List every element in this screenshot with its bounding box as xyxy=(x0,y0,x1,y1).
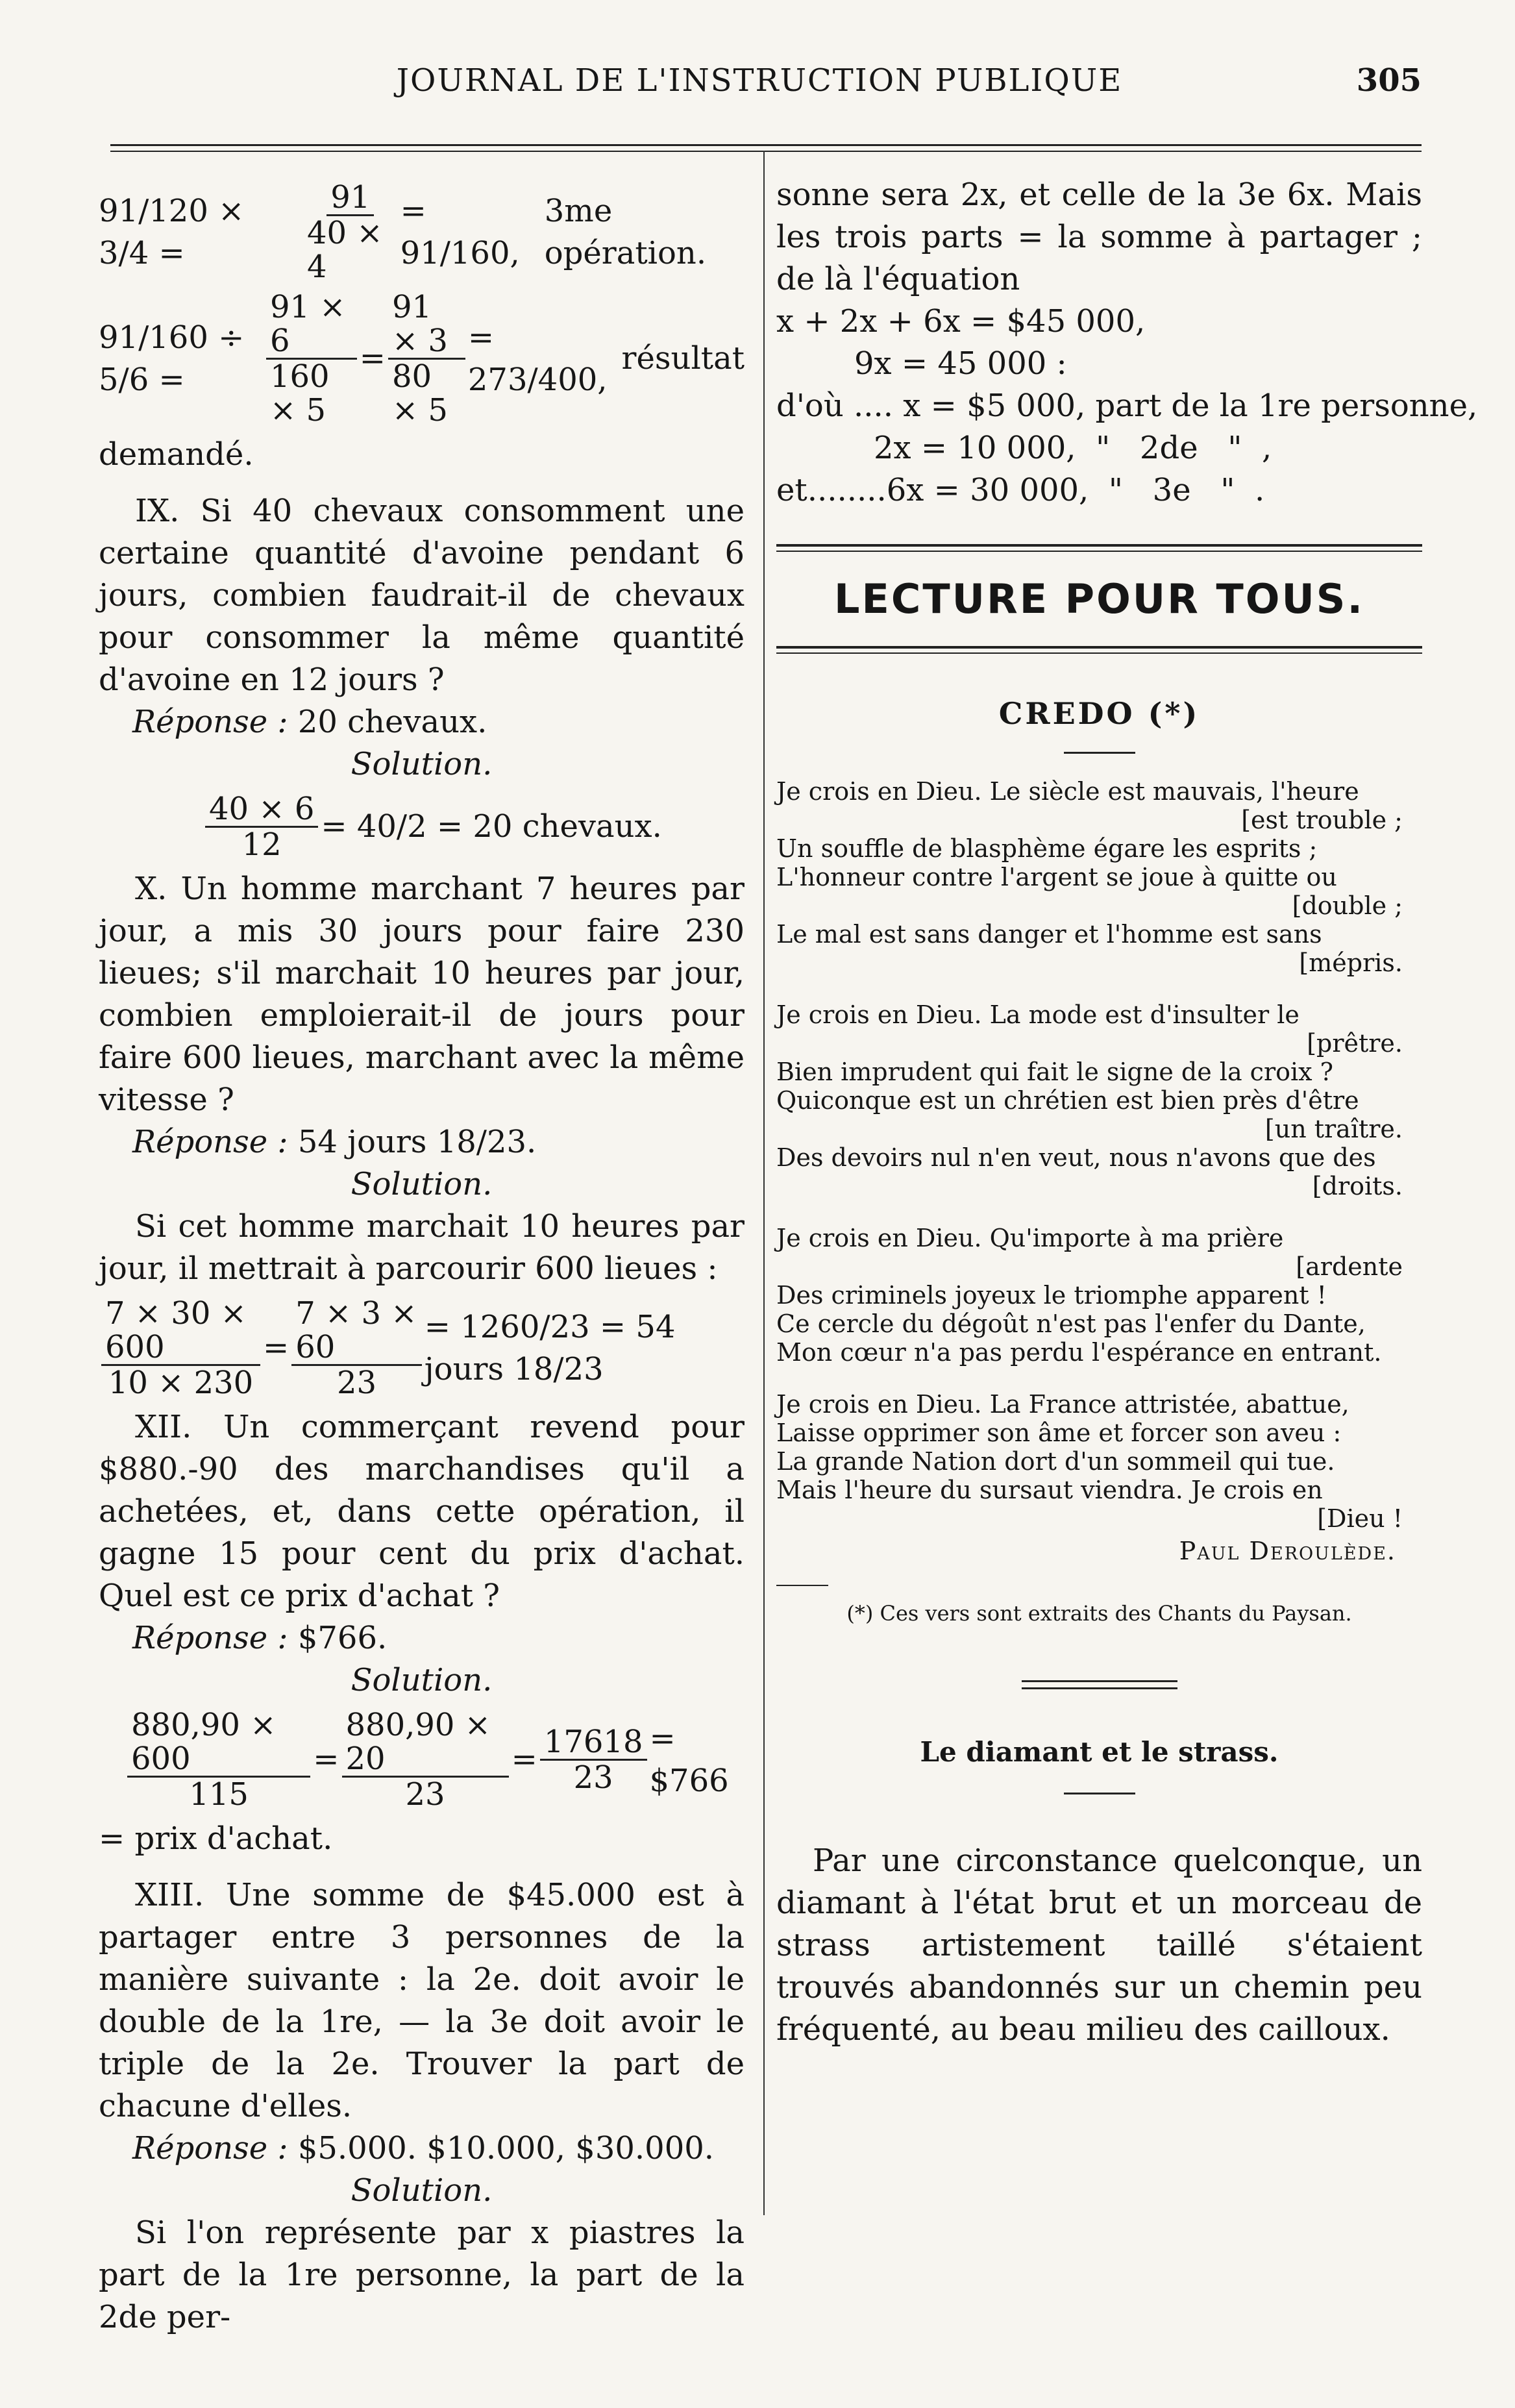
poem-line: Ce cercle du dégoût n'est pas l'enfer du Dante, xyxy=(776,1310,1366,1338)
solution-text-x: Si cet homme marchait 10 heures par jour, il mettrait à parcourir 600 lieues : xyxy=(99,1208,745,1287)
solution-heading-x: Solution. xyxy=(351,1166,493,1202)
problem-xii: XII. Un commerçant revend pour $880.-90 des marchandises qu'il a achetées, et, dans cette opération, il gagne 15 pour cent du prix d'achat. Quel est ce prix d'achat ? xyxy=(99,1409,745,1614)
denominator: 23 xyxy=(573,1759,613,1796)
answer-value: $766. xyxy=(297,1620,388,1656)
page-number: 305 xyxy=(1356,62,1422,99)
poem-line: Quiconque est un chrétien est bien près d'être xyxy=(776,1086,1359,1115)
story-separator-thin xyxy=(1022,1687,1177,1689)
numerator: 91 × 3 xyxy=(388,290,465,360)
poem-line: [Dieu ! xyxy=(1317,1504,1403,1533)
right-column xyxy=(776,174,1478,2051)
column-divider xyxy=(763,151,765,2215)
fraction xyxy=(388,290,465,427)
fraction xyxy=(266,290,357,427)
header-rule-thin xyxy=(110,151,1422,152)
title-rule xyxy=(1064,752,1135,754)
poem-line: La grande Nation dort d'un sommeil qui tue. xyxy=(776,1447,1335,1476)
answer-label: Réponse : xyxy=(132,1124,288,1160)
formula-x xyxy=(99,1297,745,1400)
poem-line: Mon cœur n'a pas perdu l'espérance en entrant. xyxy=(776,1338,1382,1367)
numerator: 91 xyxy=(326,180,374,216)
answer-value: $5.000. $10.000, $30.000. xyxy=(297,2130,715,2166)
poem-line: Laisse opprimer son âme et forcer son aveu : xyxy=(776,1419,1342,1447)
fraction xyxy=(205,792,318,862)
denominator: 40 × 4 xyxy=(306,215,383,285)
equation-line: et........6x = 30 000, " 3e " . xyxy=(776,472,1265,508)
answer-x xyxy=(99,1121,745,1163)
answer-label: Réponse : xyxy=(132,2130,288,2166)
solution-heading-xiii: Solution. xyxy=(351,2172,493,2209)
header-rule xyxy=(110,144,1422,146)
problem-xiii: XIII. Une somme de $45.000 est à partager entre 3 personnes de la manière suivante : la 2e. doit avoir le double de la 1re, — la 3e doit avoir le triple de la 2e. Trouver la part de chacune d'elles. xyxy=(99,1877,745,2124)
formula-xii xyxy=(99,1708,745,1811)
equation-line: 9x = 45 000 : xyxy=(854,345,1067,382)
fraction xyxy=(127,1708,310,1811)
answer-xii xyxy=(99,1617,745,1659)
equation-line: x + 2x + 6x = $45 000, xyxy=(776,303,1146,340)
poem-line: Le mal est sans danger et l'homme est sans xyxy=(776,920,1322,949)
denominator: 80 × 5 xyxy=(391,358,448,428)
formula-text: = 273/400, xyxy=(467,319,608,398)
denominator: 23 xyxy=(405,1776,445,1813)
answer-value: 20 chevaux. xyxy=(297,704,487,740)
denominator: 115 xyxy=(189,1776,249,1813)
numerator: 40 × 6 xyxy=(205,792,318,828)
fraction xyxy=(101,1297,260,1400)
formula-text: = $766 xyxy=(649,1720,729,1799)
poem-line: [ardente xyxy=(1296,1252,1403,1281)
footnote-rule xyxy=(776,1585,828,1586)
equals-sign: = xyxy=(359,340,386,377)
numerator: 880,90 × 20 xyxy=(342,1708,509,1778)
poem-line: Bien imprudent qui fait le signe de la croix ? xyxy=(776,1058,1334,1086)
poem-line: Je crois en Dieu. Le siècle est mauvais, l'heure xyxy=(776,777,1359,806)
poem-line: Je crois en Dieu. La France attristée, abattue, xyxy=(776,1390,1349,1419)
title-rule xyxy=(1064,1793,1135,1794)
solution-text-xiii: Si l'on représente par x piastres la part de la 1re personne, la part de la 2de per- xyxy=(99,2215,745,2335)
numerator: 91 × 6 xyxy=(266,290,357,360)
formula-text: = 1260/23 = 54 jours 18/23 xyxy=(424,1308,676,1387)
poem-line: Je crois en Dieu. La mode est d'insulter le xyxy=(776,1000,1299,1029)
story-paragraph: Par une circonstance quelconque, un diamant à l'état brut et un morceau de strass artistement taillé s'étaient trouvés abandonnés sur un chemin peu fréquenté, au beau milieu des cailloux. xyxy=(776,1843,1422,2048)
equals-sign: = xyxy=(511,1741,537,1778)
formula-text: = 91/160, xyxy=(400,192,520,271)
formula-note: 3me opération. xyxy=(544,192,707,271)
poem-line: [droits. xyxy=(1312,1172,1403,1200)
equation-line: d'où .... x = $5 000, part de la 1re personne, xyxy=(776,388,1478,424)
poem xyxy=(776,777,1422,1565)
poem-line: Des criminels joyeux le triomphe apparent ! xyxy=(776,1281,1327,1310)
formula-text: 91/160 ÷ 5/6 = xyxy=(99,319,245,398)
stanza xyxy=(776,1390,1422,1533)
page-header xyxy=(97,62,1422,108)
section-rule-thin xyxy=(776,652,1422,654)
poem-line: L'honneur contre l'argent se joue à quitte ou xyxy=(776,863,1337,891)
formula-text: = 40/2 = 20 chevaux. xyxy=(321,808,662,845)
section-title: LECTURE POUR TOUS. xyxy=(833,575,1365,623)
denominator: 12 xyxy=(241,826,282,863)
equals-sign: = xyxy=(313,1741,339,1778)
stanza xyxy=(776,777,1422,977)
footnote: (*) Ces vers sont extraits des Chants du Paysan. xyxy=(846,1601,1352,1626)
section-rule-thin xyxy=(776,551,1422,552)
result-continuation: demandé. xyxy=(99,436,254,473)
poem-line: Je crois en Dieu. Qu'importe à ma prière xyxy=(776,1224,1284,1252)
denominator: 23 xyxy=(336,1365,377,1401)
formula-text: 91/120 × 3/4 = xyxy=(99,192,245,271)
numerator: 17618 xyxy=(540,1725,647,1761)
poem-line: [mépris. xyxy=(1299,949,1403,977)
journal-title: JOURNAL DE L'INSTRUCTION PUBLIQUE xyxy=(396,62,1123,99)
poem-line: [un traître. xyxy=(1264,1115,1403,1143)
solution-heading-ix: Solution. xyxy=(351,746,493,782)
answer-value: 54 jours 18/23. xyxy=(297,1124,537,1160)
formula-note: résultat xyxy=(621,340,745,377)
stanza xyxy=(776,1000,1422,1200)
problem-ix: IX. Si 40 chevaux consomment une certaine quantité d'avoine pendant 6 jours, combien faudrait-il de chevaux pour consommer la même quantité d'avoine en 12 jours ? xyxy=(99,493,745,698)
equals-sign: = xyxy=(263,1330,289,1366)
formula-ix xyxy=(99,792,745,862)
poem-author: Paul Deroulède. xyxy=(1179,1537,1396,1565)
answer-ix xyxy=(99,701,745,743)
section-rule xyxy=(776,646,1422,649)
answer-label: Réponse : xyxy=(132,704,288,740)
section-rule xyxy=(776,544,1422,547)
poem-line: [est trouble ; xyxy=(1241,806,1403,834)
fraction xyxy=(303,180,398,284)
poem-title: CREDO (*) xyxy=(998,696,1200,731)
stanza xyxy=(776,1224,1422,1367)
solution-heading-xii: Solution. xyxy=(351,1662,493,1698)
story-title: Le diamant et le strass. xyxy=(920,1736,1279,1768)
denominator: 10 × 230 xyxy=(108,1365,254,1401)
formula-op3 xyxy=(99,180,745,284)
answer-xiii xyxy=(99,2128,745,2170)
poem-line: Un souffle de blasphème égare les esprits ; xyxy=(776,834,1318,863)
left-column xyxy=(99,174,745,2339)
numerator: 880,90 × 600 xyxy=(127,1708,310,1778)
solution-continuation: sonne sera 2x, et celle de la 3e 6x. Mais les trois parts = la somme à partager ; de là l'équation xyxy=(776,177,1422,297)
answer-label: Réponse : xyxy=(132,1620,288,1656)
numerator: 7 × 30 × 600 xyxy=(101,1297,260,1366)
story-separator xyxy=(1022,1680,1177,1682)
denominator: 160 × 5 xyxy=(269,358,330,428)
equation-line: 2x = 10 000, " 2de " , xyxy=(874,430,1272,466)
formula-result xyxy=(99,290,745,427)
fraction xyxy=(342,1708,509,1811)
poem-line: Mais l'heure du sursaut viendra. Je crois en xyxy=(776,1476,1323,1504)
poem-line: [double ; xyxy=(1292,891,1403,920)
poem-line: Des devoirs nul n'en veut, nous n'avons que des xyxy=(776,1143,1376,1172)
poem-line: [prêtre. xyxy=(1307,1029,1403,1058)
fraction xyxy=(291,1297,422,1400)
problem-x: X. Un homme marchant 7 heures par jour, a mis 30 jours pour faire 230 lieues; s'il marchait 10 heures par jour, combien emploierait-il de jours pour faire 600 lieues, marchant avec la même vitesse ? xyxy=(99,871,745,1118)
numerator: 7 × 3 × 60 xyxy=(291,1297,422,1366)
formula-xii-continuation: = prix d'achat. xyxy=(99,1820,333,1857)
fraction xyxy=(540,1725,647,1794)
